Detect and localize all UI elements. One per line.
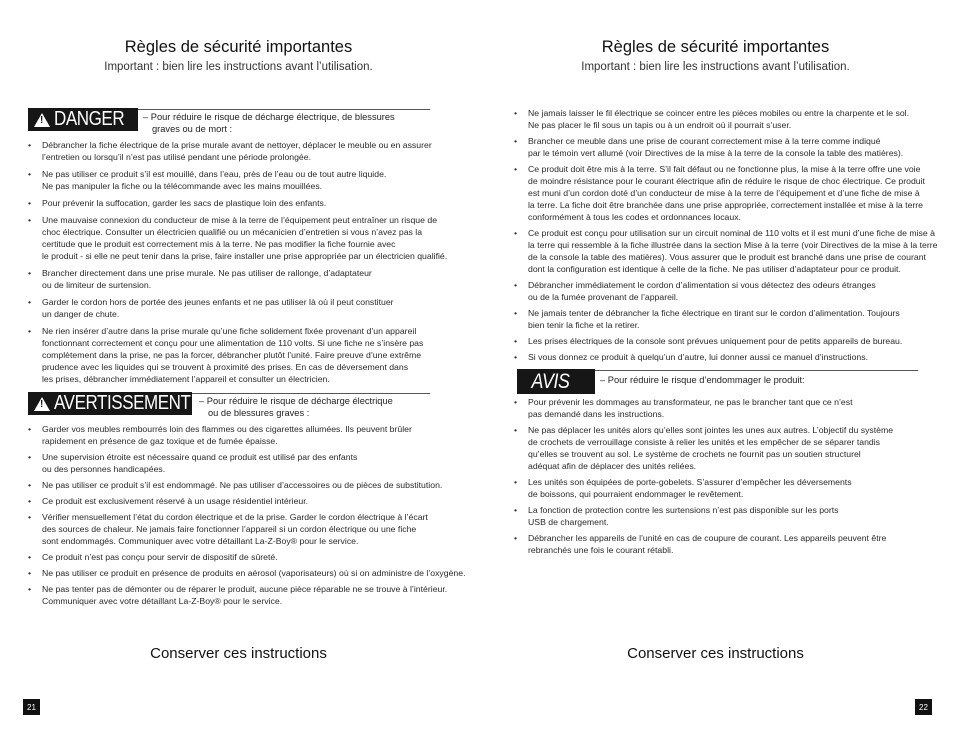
list-item: • Si vous donnez ce produit à quelqu’un d’autre, lui donner aussi ce manuel d’instructions. xyxy=(514,351,946,363)
list-item: • Ne pas utiliser ce produit en présence de produits en aérosol (vaporisateurs) où si on administre de l’oxygène. xyxy=(28,567,468,579)
list-item: • Ce produit est conçu pour utilisation sur un circuit nominal de 110 volts et il est muni d’une fiche de mise à la terre qui ressemble à la fiche illustrée dans la section Mise à la terre (voir Directives de la mise à la terre de la console la table des matières). Vous assurer que le produit est branché dans une prise de courant dont la configuration est identique à celle de la fiche. Ne pas utiliser d’adaptateur pour ce produit. xyxy=(514,227,946,275)
page-subheading: Important : bien lire les instructions avant l’utilisation. xyxy=(581,61,850,73)
warning-icon: ! xyxy=(34,397,50,411)
list-item: • Débrancher les appareils de l’unité en cas de coupure de courant. Les appareils peuvent être rebranchés une fois le courant rétabli. xyxy=(514,532,946,556)
warning-icon: ! xyxy=(34,113,50,127)
list-item: • Débrancher la fiche électrique de la prise murale avant de nettoyer, déplacer le meuble ou en assurer l’entretien ou lorsqu’il n’est pas utilisé pendant une période prolongée. xyxy=(28,139,468,163)
list-item: • Ne pas utiliser ce produit s’il est endommagé. Ne pas utiliser d’accessoires ou de pièces de substitution. xyxy=(28,479,468,491)
avertissement-rule xyxy=(192,393,430,394)
danger-rule xyxy=(138,109,430,110)
list-item: • La fonction de protection contre les surtensions n’est pas disponible sur les ports USB de chargement. xyxy=(514,504,946,528)
page-heading: Règles de sécurité importantes xyxy=(601,38,830,56)
page-number: 22 xyxy=(915,699,932,715)
footer-text: Conserver ces instructions xyxy=(627,645,804,662)
list-item: • Ce produit est exclusivement réservé à un usage résidentiel intérieur. xyxy=(28,495,468,507)
avertissement-list xyxy=(28,423,468,611)
list-item: • Ne pas déplacer les unités alors qu’elles sont jointes les unes aux autres. L’objectif du système de crochets de verrouillage consiste à relier les unités et les empêcher de se séparer tandis qu’elles se trouvent au sol. Le système de crochets ne fournit pas un soutien structurel adéquat afin de déplacer des unités reliées. xyxy=(514,424,946,472)
list-item: • Pour prévenir les dommages au transformateur, ne pas le brancher tant que ce n’est pas demandé dans les instructions. xyxy=(514,396,946,420)
page-subheading: Important : bien lire les instructions avant l’utilisation. xyxy=(104,61,373,73)
rules-list xyxy=(514,107,946,367)
list-item: • Brancher ce meuble dans une prise de courant correctement mise à la terre comme indiqué par le témoin vert allumé (voir Directives de la mise à la terre de la console la table des matières). xyxy=(514,135,946,159)
list-item: • Ne pas tenter pas de démonter ou de réparer le produit, aucune pièce réparable ne se trouve à l’intérieur. Communiquer avec votre détaillant La-Z-Boy® pour le service. xyxy=(28,583,468,607)
avertissement-banner xyxy=(28,392,192,415)
avis-banner xyxy=(517,369,595,394)
avis-label: AVIS xyxy=(531,369,570,393)
list-item: • Ne rien insérer d’autre dans la prise murale qu’une fiche solidement fixée provenant d’un appareil fonctionnant correctement et conçu pour une alimentation de 110 volts. Si une fiche ne s’insère pas complètement dans la prise, ne pas la forcer, débrancher plutôt l’unité. Faire preuve d’une extrême prudence avec les liquides qui se trouvent à proximité des prises. En cas de déversement dans les prises, débrancher immédiatement l’appareil et consulter un électricien. xyxy=(28,325,468,385)
list-item: • Une supervision étroite est nécessaire quand ce produit est utilisé par des enfants ou des personnes handicapées. xyxy=(28,451,468,475)
avis-list xyxy=(514,396,946,560)
list-item: • Vérifier mensuellement l’état du cordon électrique et de la prise. Garder le cordon électrique à l’écart des sources de chaleur. Ne jamais faire fonctionner l’appareil si un cordon électrique ou une fiche sont endommagés. Communiquer avec votre détaillant La-Z-Boy® pour le service. xyxy=(28,511,468,547)
avis-rule xyxy=(595,370,918,371)
avertissement-label: AVERTISSEMENT xyxy=(54,392,191,414)
list-item: • Brancher directement dans une prise murale. Ne pas utiliser de rallonge, d’adaptateur ou de limiteur de surtension. xyxy=(28,267,468,291)
list-item: • Ne pas utiliser ce produit s’il est mouillé, dans l’eau, près de l’eau ou de tout autre liquide. Ne pas manipuler la fiche ou la télécommande avec les mains mouillées. xyxy=(28,168,468,192)
danger-label: DANGER xyxy=(54,108,125,130)
page-number: 21 xyxy=(23,699,40,715)
list-item: • Ne jamais laisser le fil électrique se coincer entre les pièces mobiles ou entre la charpente et le sol. Ne pas placer le fil sous un tapis ou à un endroit où il pourrait s’user. xyxy=(514,107,946,131)
avertissement-note: – Pour réduire le risque de décharge électrique ou de blessures graves : xyxy=(199,396,393,418)
list-item: • Les unités son équipées de porte-gobelets. S’assurer d’empêcher les déversements de boissons, qui pourraient endommager le revêtement. xyxy=(514,476,946,500)
danger-list xyxy=(28,139,468,390)
page-right xyxy=(477,0,954,738)
list-item: • Débrancher immédiatement le cordon d’alimentation si vous détectez des odeurs étranges ou de la fumée provenant de l’appareil. xyxy=(514,279,946,303)
list-item: • Ce produit doit être mis à la terre. S’il fait défaut ou ne fonctionne plus, la mise à la terre offre une voie de moindre résistance pour le courant électrique afin de réduire le risque de choc électrique. Ce produit est muni d’un cordon doté d’un conducteur de mise à la terre de l’équipement et d’une fiche de mise à la terre. La fiche doit être branchée dans une prise appropriée, correctement installée et mise à la terre conformément à tous les codes et ordonnances locaux. xyxy=(514,163,946,223)
list-item: • Pour prévenir la suffocation, garder les sacs de plastique loin des enfants. xyxy=(28,197,468,209)
page-heading: Règles de sécurité importantes xyxy=(124,38,353,56)
list-item: • Les prises électriques de la console sont prévues uniquement pour de petits appareils de bureau. xyxy=(514,335,946,347)
danger-banner xyxy=(28,108,138,131)
list-item: • Ne jamais tenter de débrancher la fiche électrique en tirant sur le cordon d’alimentation. Toujours bien tenir la fiche et la retirer. xyxy=(514,307,946,331)
list-item: • Garder le cordon hors de portée des jeunes enfants et ne pas utiliser là où il peut constituer un danger de chute. xyxy=(28,296,468,320)
danger-note: – Pour réduire le risque de décharge électrique, de blessures graves ou de mort : xyxy=(143,112,395,134)
list-item: • Une mauvaise connexion du conducteur de mise à la terre de l’équipement peut entraîner un risque de choc électrique. Consulter un électricien qualifié ou un mécanicien d’entretien si vous n’avez pas la certitude que le produit est correctement mis à la terre. Ne pas modifier la fiche fournie avec le produit - si elle ne peut tenir dans la prise, faire installer une prise appropriée par un électricien qualifié. xyxy=(28,214,468,262)
avis-note: – Pour réduire le risque d’endommager le produit: xyxy=(600,375,805,385)
footer-text: Conserver ces instructions xyxy=(150,645,327,662)
list-item: • Garder vos meubles rembourrés loin des flammes ou des cigarettes allumées. Ils peuvent brûler rapidement en présence de gaz toxique et de fumée épaisse. xyxy=(28,423,468,447)
list-item: • Ce produit n’est pas conçu pour servir de dispositif de sûreté. xyxy=(28,551,468,563)
